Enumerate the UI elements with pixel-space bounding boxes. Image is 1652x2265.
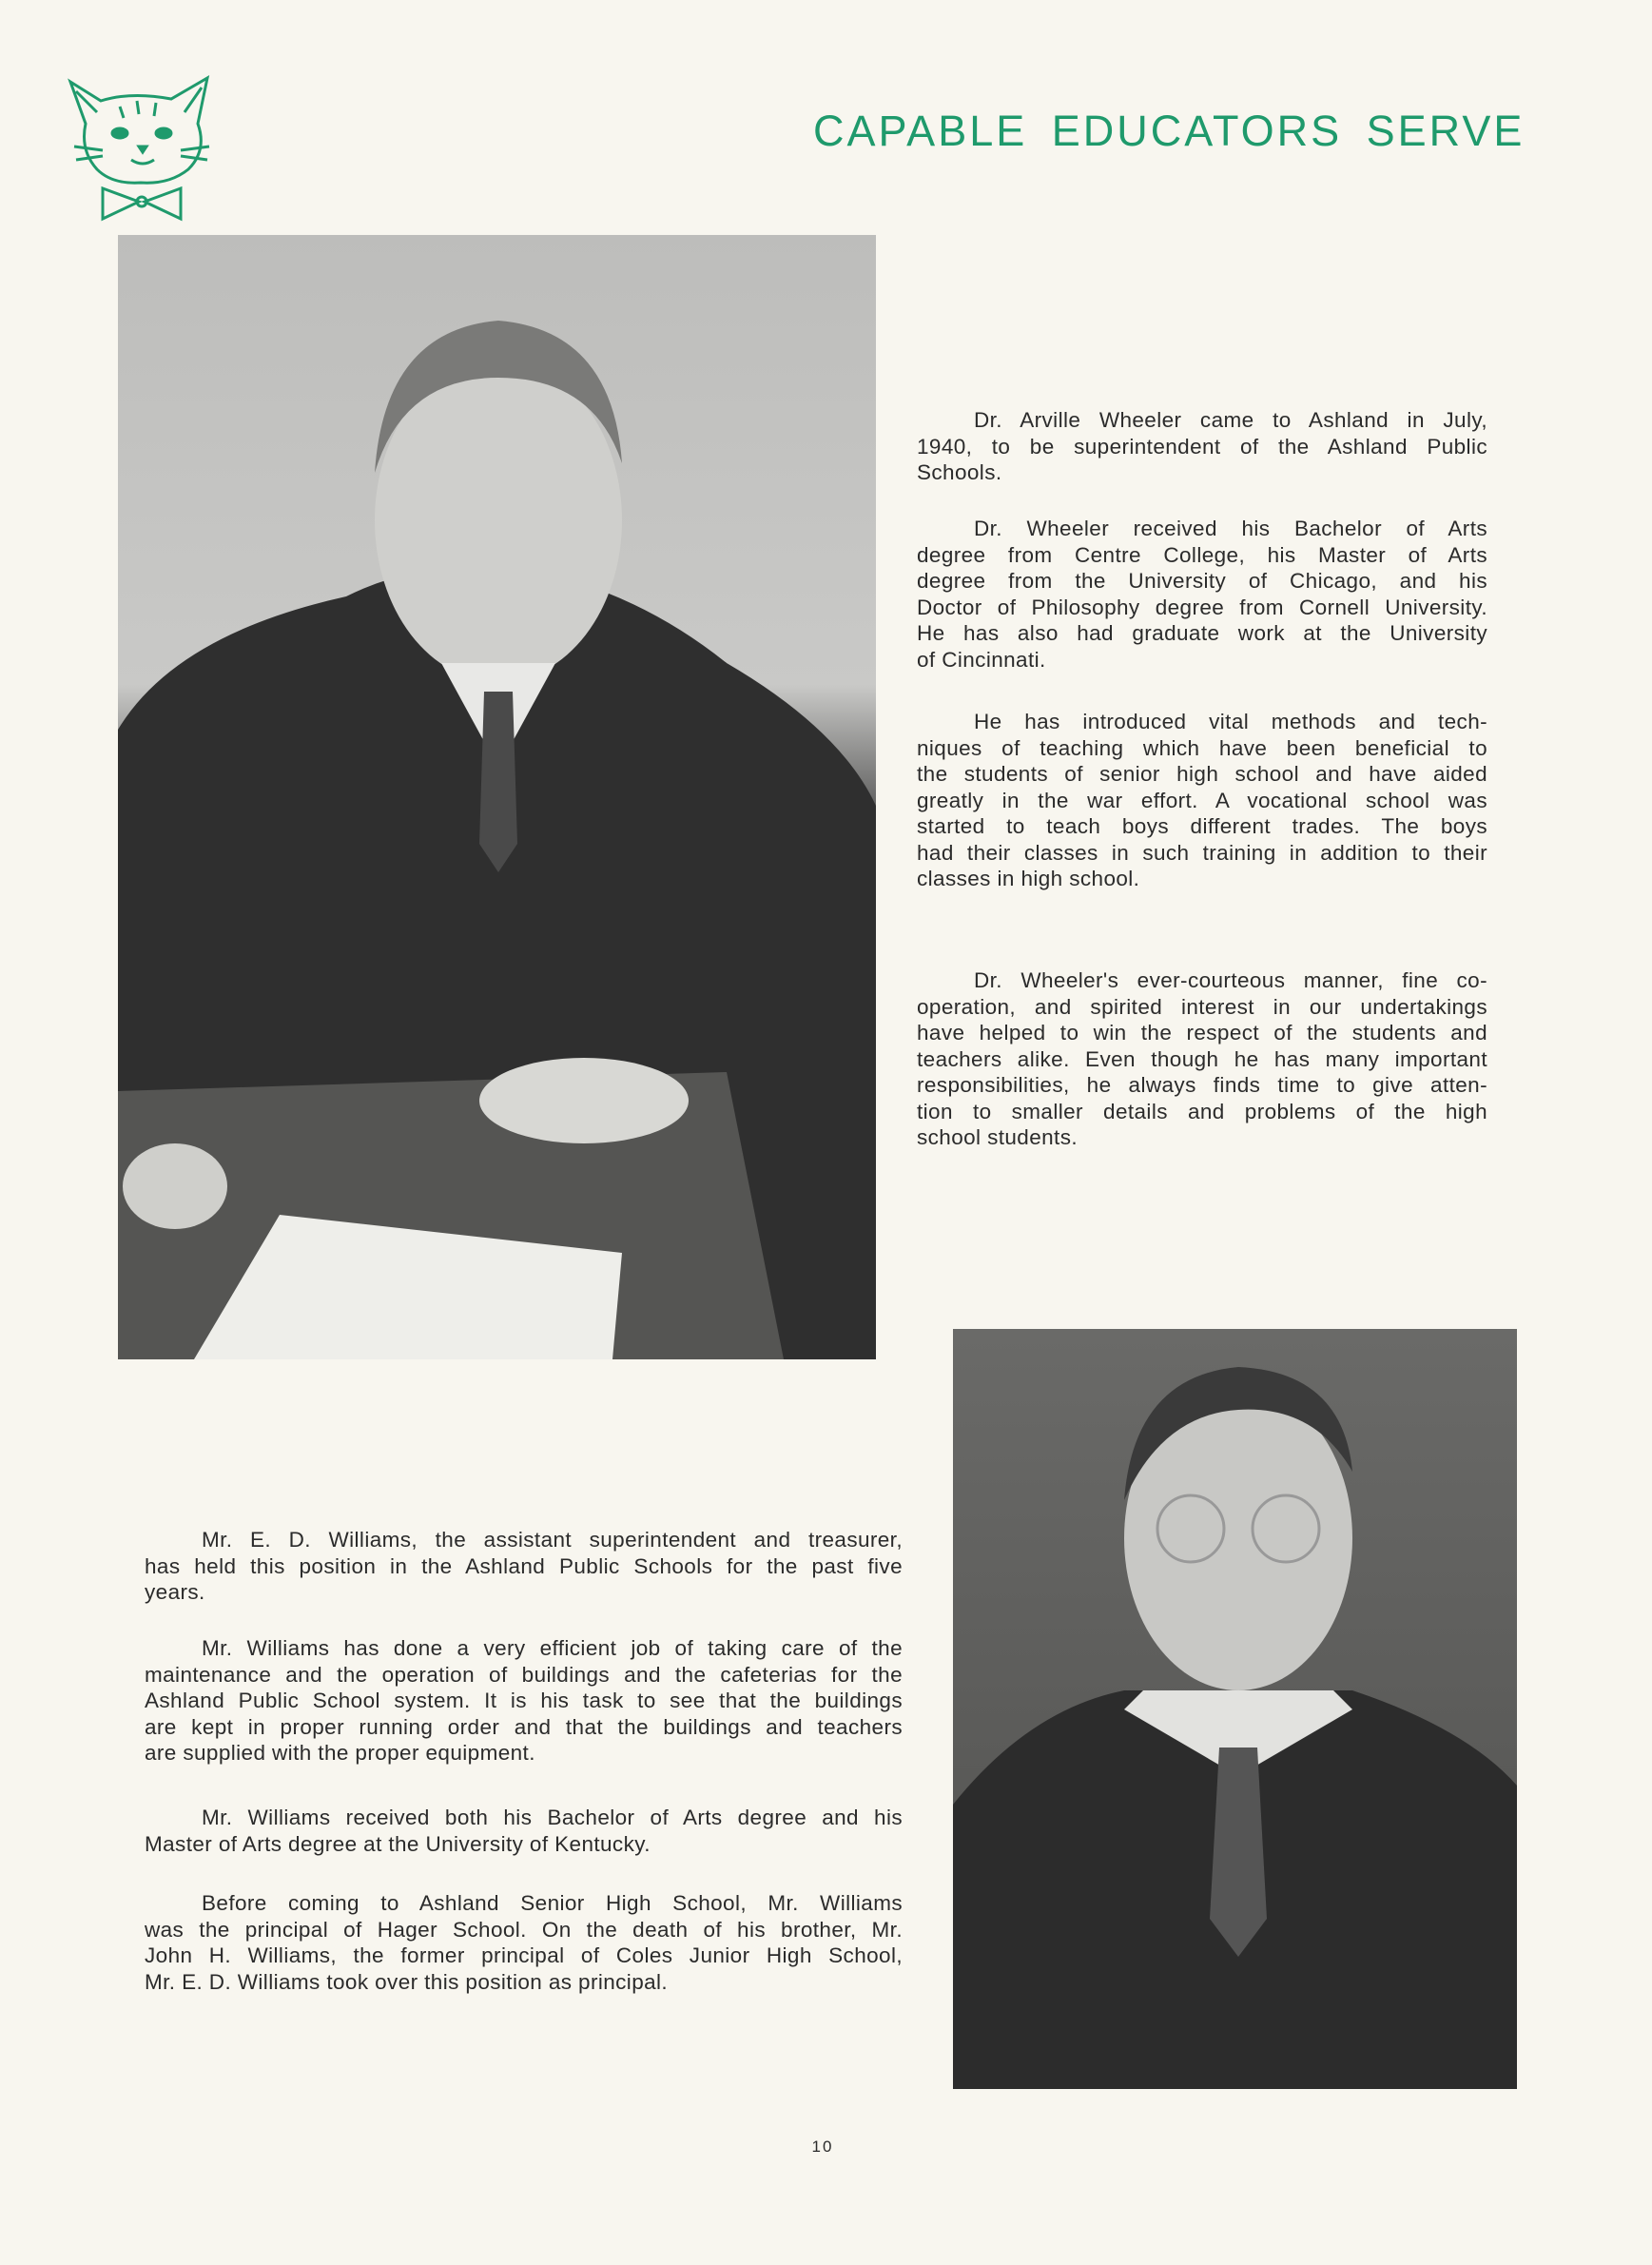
text-line: years. xyxy=(145,1580,205,1604)
portrait-dr-arville-wheeler xyxy=(118,235,876,1359)
paragraph xyxy=(917,407,1487,486)
paragraph xyxy=(145,1890,903,1995)
text-line: 1940, to be superintendent of the Ashland Public xyxy=(917,434,1487,459)
text-line: have helped to win the respect of the students and xyxy=(917,1021,1487,1045)
paragraph xyxy=(145,1527,903,1606)
text-line: Mr. Williams has done a very efficient job of taking care of the xyxy=(202,1636,903,1660)
text-line: are supplied with the proper equipment. xyxy=(145,1741,535,1765)
paragraph xyxy=(917,516,1487,673)
text-line: classes in high school. xyxy=(917,867,1140,890)
text-line: of Cincinnati. xyxy=(917,647,1046,672)
text-line: He has also had graduate work at the University xyxy=(917,621,1487,645)
portrait-mr-e-d-williams xyxy=(953,1329,1517,2089)
text-line: Ashland Public School system. It is his task to see that the buildings xyxy=(145,1689,903,1712)
text-line: He has introduced vital methods and tech- xyxy=(974,710,1487,733)
paragraph xyxy=(917,709,1487,892)
page-number: 10 xyxy=(811,2138,834,2156)
text-line: Mr. Williams received both his Bachelor of Arts degree and his xyxy=(202,1806,903,1829)
text-line: degree from Centre College, his Master of Arts xyxy=(917,542,1487,567)
text-line: started to teach boys different trades. The boys xyxy=(917,814,1487,838)
text-line: Master of Arts degree at the University of Kentucky. xyxy=(145,1831,651,1856)
text-line: John H. Williams, the former principal of Coles Junior High School, xyxy=(145,1943,903,1967)
text-line: degree from the University of Chicago, and his xyxy=(917,569,1487,593)
text-line: niques of teaching which have been beneficial to xyxy=(917,735,1487,760)
text-line: was the principal of Hager School. On the death of his brother, Mr. xyxy=(145,1917,903,1942)
text-line: Before coming to Ashland Senior High School, Mr. Williams xyxy=(202,1891,903,1915)
text-line: maintenance and the operation of buildings and the cafeterias for the xyxy=(145,1662,903,1687)
text-line: greatly in the war effort. A vocational school was xyxy=(917,788,1487,812)
paragraph xyxy=(917,967,1487,1151)
page-title: CAPABLE EDUCATORS SERVE xyxy=(813,107,1526,155)
text-line: are kept in proper running order and that the buildings and teachers xyxy=(145,1714,903,1739)
text-line: had their classes in such training in addition to their xyxy=(917,840,1487,865)
paragraph xyxy=(145,1805,903,1857)
text-line: Dr. Arville Wheeler came to Ashland in July, xyxy=(974,408,1487,432)
text-line: has held this position in the Ashland Public Schools for the past five xyxy=(145,1553,903,1578)
text-line: Dr. Wheeler received his Bachelor of Arts xyxy=(974,517,1487,540)
text-line: operation, and spirited interest in our undertakings xyxy=(917,994,1487,1019)
text-line: Doctor of Philosophy degree from Cornell University. xyxy=(917,595,1487,619)
text-line: tion to smaller details and problems of the high xyxy=(917,1099,1487,1123)
text-line: the students of senior high school and have aided xyxy=(917,762,1487,786)
text-line: school students. xyxy=(917,1125,1078,1149)
wildcat-logo-icon xyxy=(65,74,217,223)
paragraph xyxy=(145,1635,903,1767)
text-line: teachers alike. Even though he has many important xyxy=(917,1046,1487,1071)
text-line: Dr. Wheeler's ever-courteous manner, fine co- xyxy=(974,968,1487,992)
text-line: Schools. xyxy=(917,460,1002,484)
text-line: Mr. E. D. Williams, the assistant superintendent and treasurer, xyxy=(202,1528,903,1552)
text-line: responsibilities, he always finds time to give atten- xyxy=(917,1073,1487,1097)
text-line: Mr. E. D. Williams took over this position as principal. xyxy=(145,1969,669,1994)
